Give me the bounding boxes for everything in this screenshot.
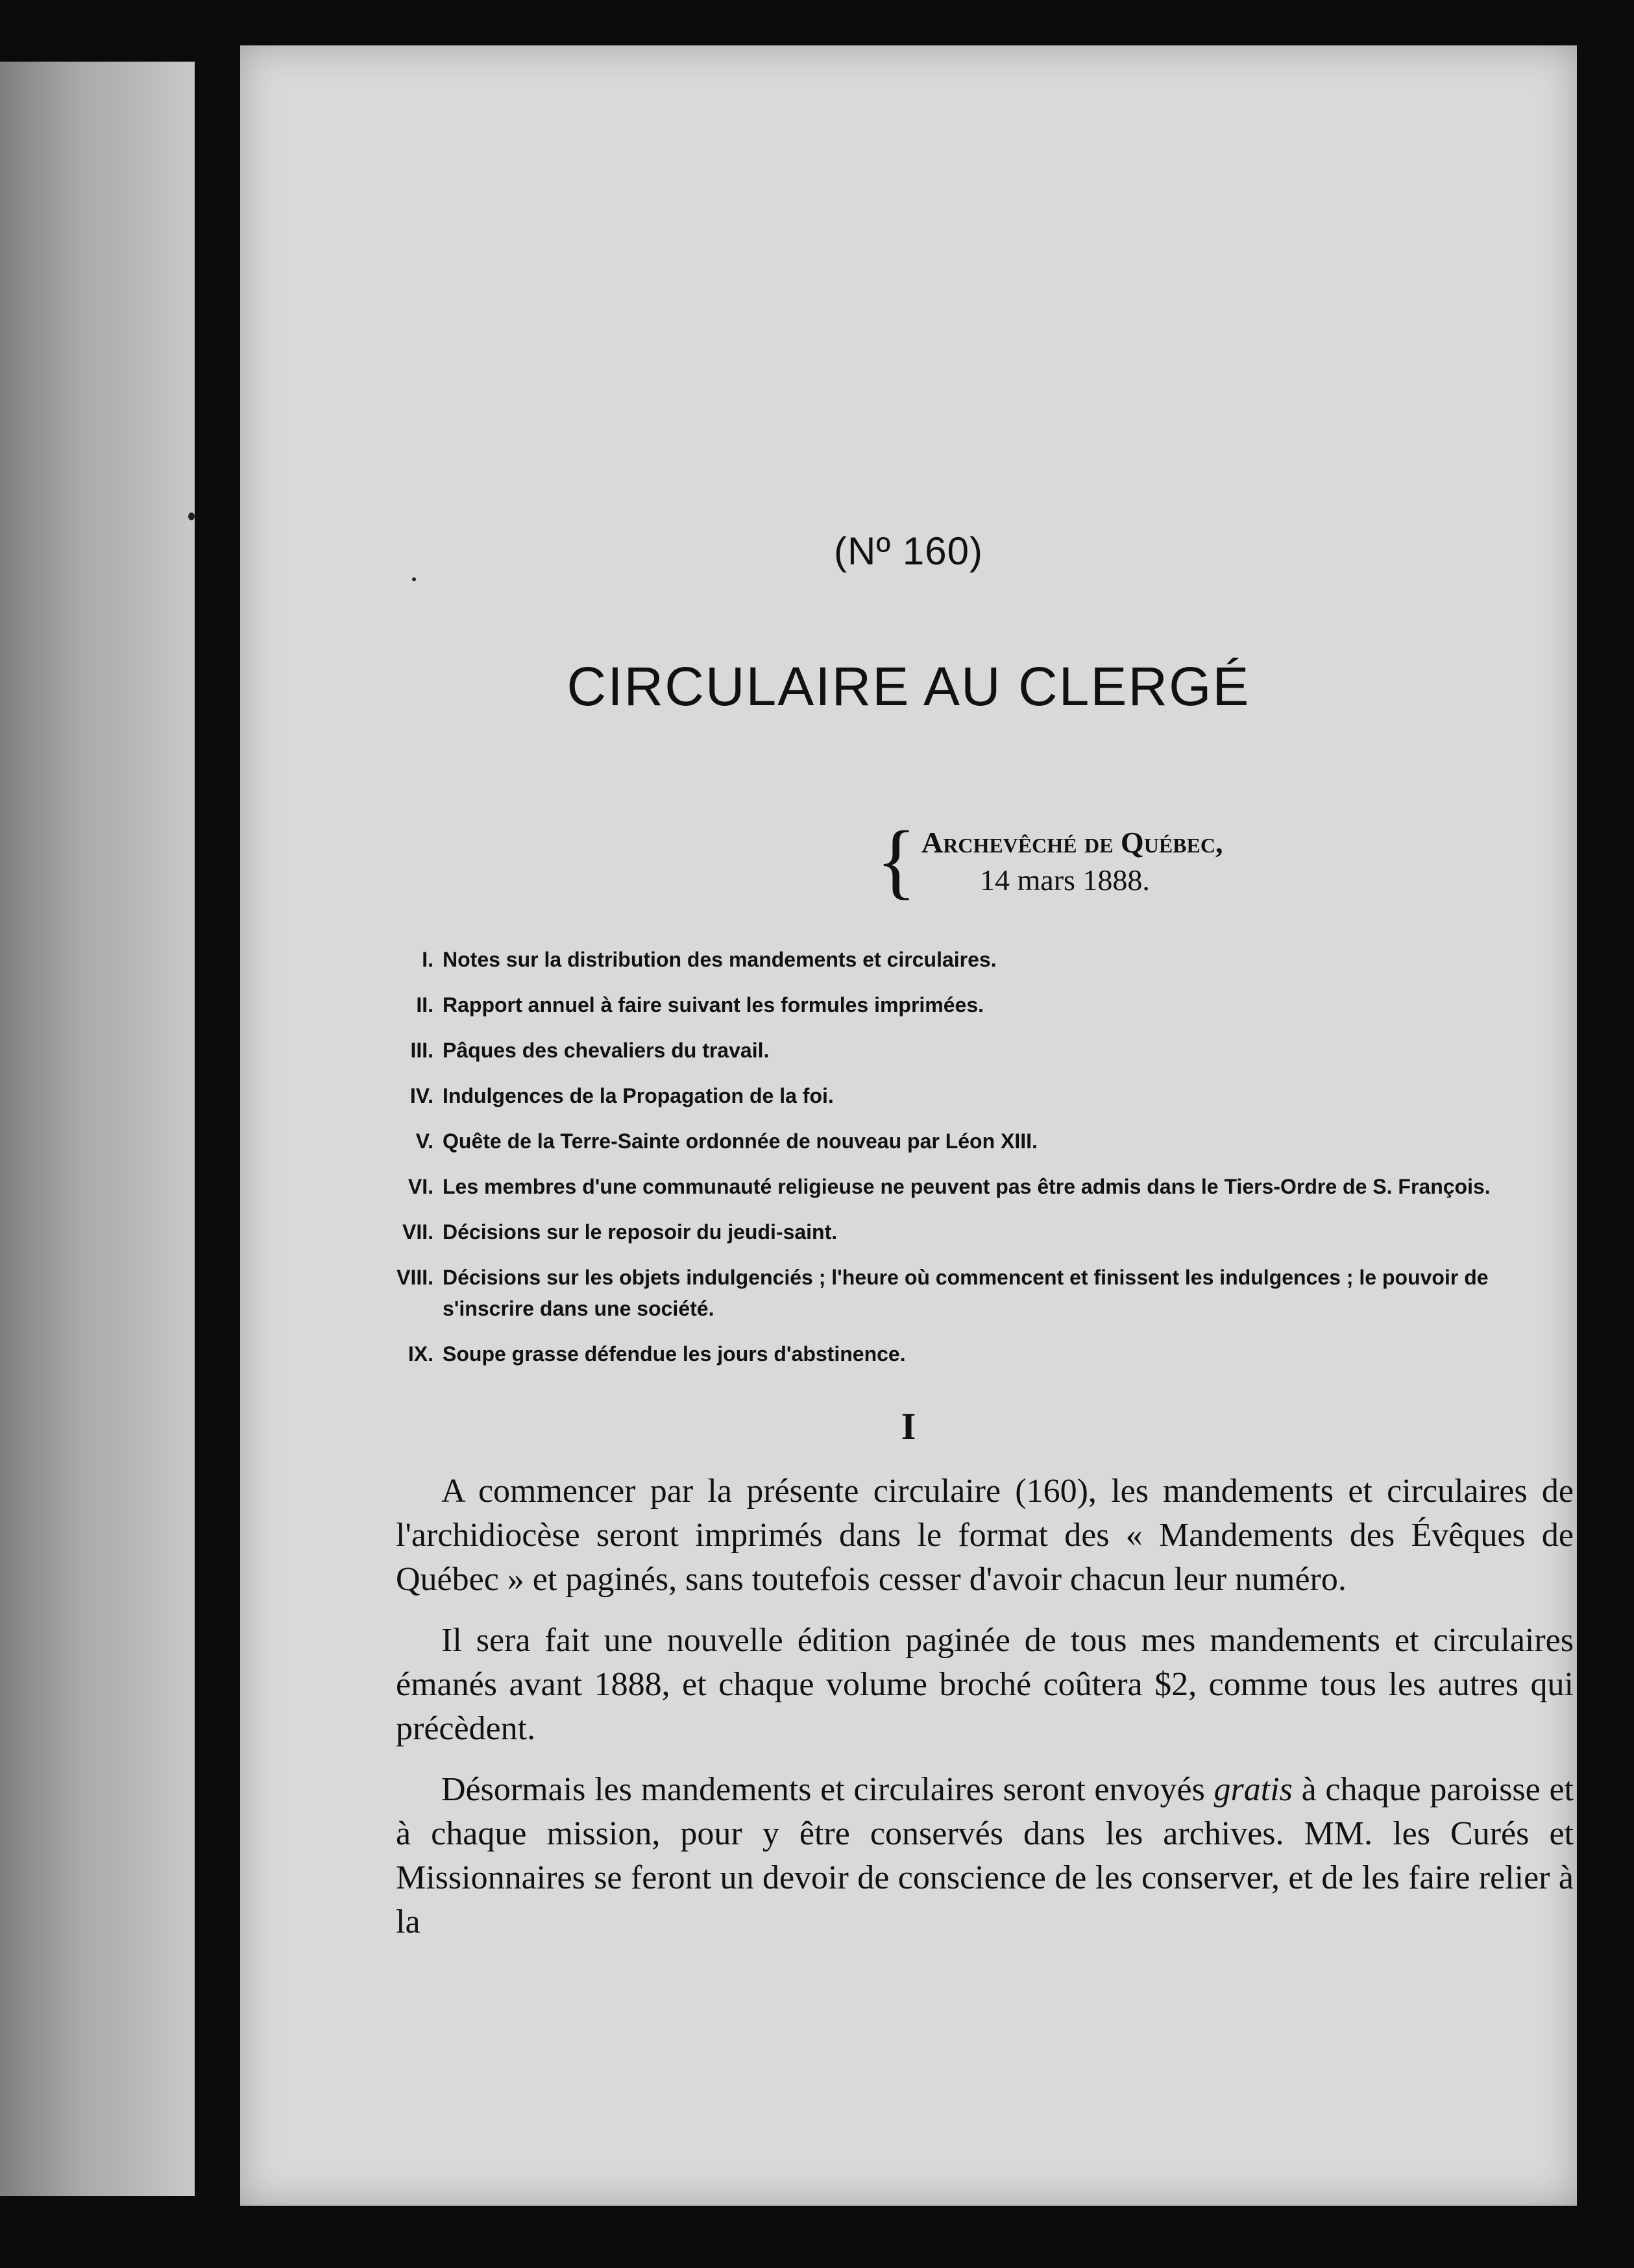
summary-item-text: Décisions sur les objets indulgenciés ; l'heure où commencent et finissent les indulgences ; le pouvoir de s'inscrire dans une société.	[443, 1266, 1489, 1320]
summary-item	[337, 1080, 1570, 1111]
summary-item	[337, 1216, 1570, 1248]
summary-item-number: IV.	[409, 1084, 433, 1107]
summary-item-number: VI.	[408, 1175, 433, 1198]
paragraph-2: Il sera fait une nouvelle édition paginée de tous mes mandements et circulaires émanés avant 1888, et chaque volume broché coûtera $2, comme tous les autres qui précèdent.	[396, 1622, 1574, 1747]
section-heading: I	[901, 1405, 916, 1447]
document-title: CIRCULAIRE AU CLERGÉ	[567, 656, 1250, 717]
paragraph-1: A commencer par la présente circulaire (160), les mandements et circulaires de l'archidiocèse seront imprimés dans le format des « Mandements des Évêques de Québec » et paginés, sans toutefois cesser d'avoir chacun leur numéro.	[396, 1473, 1574, 1598]
summary-list	[337, 944, 1570, 1384]
summary-item-text: Pâques des chevaliers du travail.	[443, 1039, 770, 1062]
paragraph-3-start: Désormais les mandements et circulaires seront envoyés	[441, 1771, 1214, 1808]
summary-item-text: Indulgences de la Propagation de la foi.	[443, 1084, 834, 1107]
summary-item-number: V.	[415, 1129, 433, 1153]
summary-item-number: VIII.	[396, 1266, 433, 1289]
paragraph-3-end: à chaque paroisse et à chaque mission, pour y être conservés dans les archives. MM. les Curés et Missionnaires se feront un devoir de conscience de les conserver, et de les faire relier à la	[396, 1771, 1574, 1940]
paragraph-3-italic: gratis	[1213, 1771, 1293, 1808]
paragraph-3	[396, 1768, 1574, 1944]
summary-item-text: Décisions sur le reposoir du jeudi-saint.	[443, 1220, 838, 1244]
summary-item-number: II.	[416, 993, 433, 1017]
summary-item-text: Rapport annuel à faire suivant les formules imprimées.	[443, 993, 984, 1017]
ink-speck	[188, 513, 195, 520]
dateline-date: 14 mars 1888.	[980, 863, 1150, 897]
summary-item-number: VII.	[402, 1220, 433, 1244]
body-text	[396, 1469, 1574, 1961]
summary-item	[337, 1338, 1570, 1369]
summary-item-text: Les membres d'une communauté religieuse ne peuvent pas être admis dans le Tiers-Ordre de S. François.	[443, 1175, 1491, 1198]
adjacent-page-edge	[0, 62, 195, 2196]
summary-item	[337, 1035, 1570, 1066]
summary-item	[337, 1126, 1570, 1157]
dateline-place: Archevêché de Québec,	[921, 826, 1223, 859]
brace-mark: {	[876, 814, 917, 908]
document-page	[240, 45, 1577, 2206]
summary-item	[337, 989, 1570, 1020]
summary-item-number: III.	[410, 1039, 433, 1062]
circular-number: (Nº 160)	[834, 529, 983, 573]
summary-item-text: Quête de la Terre-Sainte ordonnée de nouveau par Léon XIII.	[443, 1129, 1038, 1153]
summary-item-text: Notes sur la distribution des mandements et circulaires.	[443, 948, 997, 971]
summary-item	[337, 944, 1570, 975]
summary-item	[337, 1171, 1570, 1202]
summary-item-number: IX.	[408, 1342, 433, 1366]
summary-item	[337, 1262, 1570, 1324]
summary-item-text: Soupe grasse défendue les jours d'abstinence.	[443, 1342, 906, 1366]
summary-item-number: I.	[422, 948, 433, 971]
ink-speck	[412, 577, 416, 581]
